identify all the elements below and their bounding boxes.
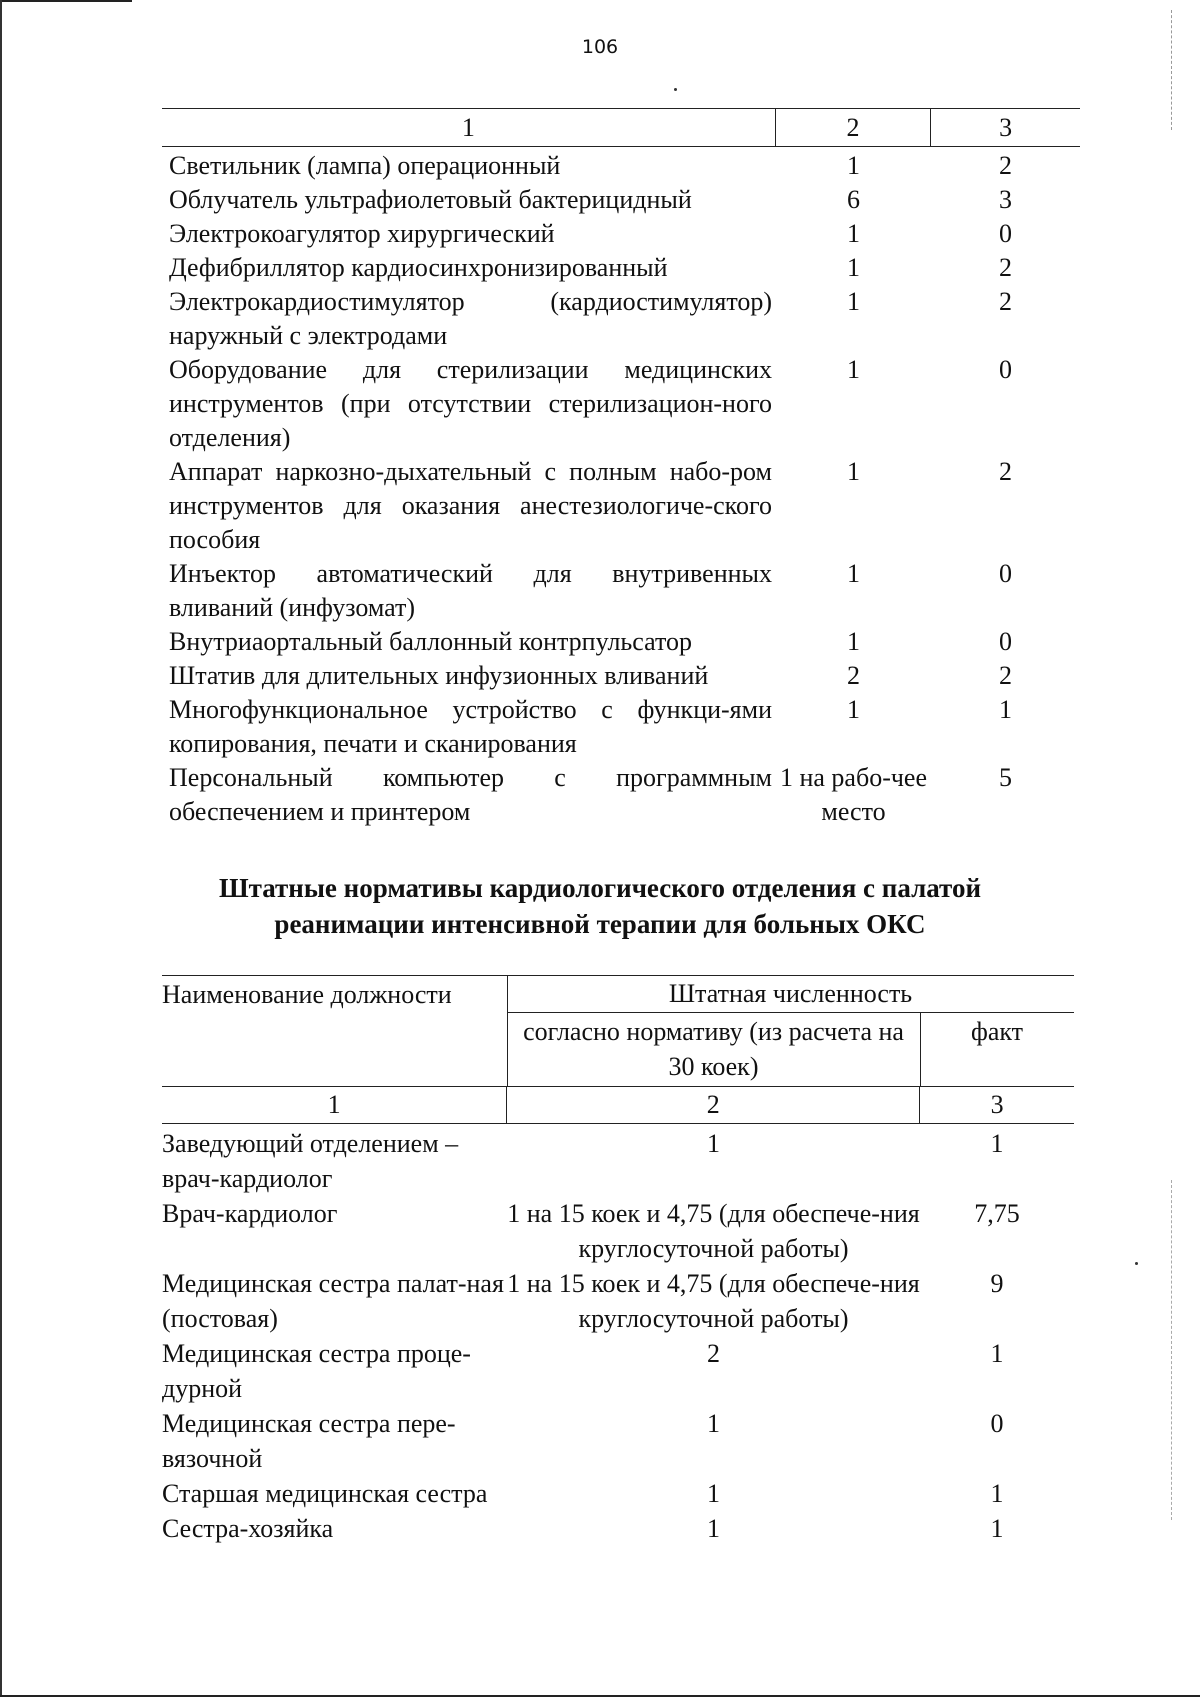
equipment-norm: 1 на рабо-чее место [779, 763, 928, 826]
staff-table-column-numbers [162, 1087, 1074, 1124]
equipment-norm: 1 [847, 219, 860, 248]
equipment-fact: 0 [999, 219, 1012, 248]
staff-table [162, 975, 1074, 1546]
table-row [162, 625, 1080, 659]
position-norm: 1 [707, 1129, 720, 1158]
table-row [162, 149, 1080, 183]
header-position: Наименование должности [162, 980, 452, 1009]
scan-speck [674, 88, 677, 91]
table-row [162, 183, 1080, 217]
position-name: Медицинская сестра пере-вязочной [162, 1409, 456, 1473]
scan-edge [0, 0, 132, 2]
position-norm: 1 [707, 1409, 720, 1438]
position-fact: 1 [990, 1129, 1004, 1158]
equipment-name: Электрокоагулятор хирургический [169, 219, 555, 248]
column-number: 2 [507, 1087, 920, 1123]
column-number: 3 [990, 1090, 1004, 1119]
equipment-name: Облучатель ультрафиолетовый бактерицидный [169, 185, 692, 214]
table-row [162, 1336, 1074, 1406]
table-row [162, 557, 1080, 625]
scan-edge [0, 0, 2, 1697]
table-row [162, 285, 1080, 353]
equipment-fact: 2 [999, 457, 1012, 486]
equipment-name: Светильник (лампа) операционный [169, 151, 561, 180]
column-number: 1 [162, 1087, 507, 1123]
position-norm: 2 [707, 1339, 720, 1368]
table-row [162, 1511, 1074, 1546]
table-row [162, 1196, 1074, 1266]
equipment-name: Аппарат наркозно-дыхательный с полным набо-ром инструментов для оказания анестезиологиче-ского пособия [169, 457, 772, 554]
section-title: Штатные нормативы кардиологического отделения с палатой реанимации интенсивной терапии для больных ОКС [218, 873, 981, 939]
page-number: 106 [581, 36, 619, 58]
table-row [162, 455, 1080, 557]
equipment-table [162, 108, 1080, 829]
position-name: Заведующий отделением – врач-кардиолог [162, 1129, 459, 1193]
equipment-name: Персональный компьютер с программным обеспечением и принтером [169, 763, 772, 826]
position-fact: 1 [990, 1514, 1004, 1543]
table-row [162, 1126, 1074, 1196]
table-row [162, 1266, 1074, 1336]
equipment-table-body [162, 147, 1080, 829]
equipment-name: Внутриаортальный баллонный контрпульсатор [169, 627, 693, 656]
table-row [162, 1406, 1074, 1476]
table-row [162, 217, 1080, 251]
equipment-table-header [162, 108, 1080, 147]
position-fact: 0 [990, 1409, 1004, 1438]
position-fact: 1 [990, 1479, 1004, 1508]
table-row [162, 353, 1080, 455]
column-number: 3 [999, 112, 1013, 142]
position-name: Старшая медицинская сестра [162, 1479, 488, 1508]
position-norm: 1 [707, 1514, 720, 1543]
table-row [162, 251, 1080, 285]
equipment-fact: 3 [999, 185, 1012, 214]
header-staff-count: Штатная численность [668, 979, 913, 1008]
equipment-fact: 0 [999, 559, 1012, 588]
equipment-fact: 2 [999, 661, 1012, 690]
scan-speck [1135, 1262, 1138, 1265]
table-row [162, 1476, 1074, 1511]
position-norm: 1 [707, 1479, 720, 1508]
position-name: Медицинская сестра проце-дурной [162, 1339, 471, 1403]
equipment-norm: 1 [847, 559, 860, 588]
header-fact: факт [970, 1017, 1024, 1046]
staff-table-header [162, 975, 1074, 1087]
equipment-name: Электрокардиостимулятор (кардиостимулятор) наружный с электродами [169, 287, 772, 350]
column-number: 1 [162, 109, 776, 146]
equipment-fact: 0 [999, 355, 1012, 384]
equipment-name: Оборудование для стерилизации медицинских инструментов (при отсутствии стерилизацион-ного отделения) [169, 355, 772, 452]
staff-table-body [162, 1124, 1074, 1546]
equipment-fact: 2 [999, 287, 1012, 316]
table-row [162, 659, 1080, 693]
equipment-norm: 1 [847, 151, 860, 180]
position-name: Врач-кардиолог [162, 1199, 338, 1228]
scan-artifact [1171, 10, 1172, 130]
table-row [162, 693, 1080, 761]
equipment-fact: 2 [999, 151, 1012, 180]
equipment-norm: 2 [847, 661, 860, 690]
equipment-name: Многофункциональное устройство с функци-ями копирования, печати и сканирования [169, 695, 772, 758]
position-name: Сестра-хозяйка [162, 1514, 334, 1543]
equipment-norm: 1 [847, 457, 860, 486]
equipment-fact: 0 [999, 627, 1012, 656]
position-name: Медицинская сестра палат-ная (постовая) [162, 1269, 504, 1333]
equipment-name: Инъектор автоматический для внутривенных вливаний (инфузомат) [169, 559, 772, 622]
equipment-name: Штатив для длительных инфузионных вливаний [169, 661, 709, 690]
position-fact: 7,75 [974, 1199, 1020, 1228]
equipment-norm: 6 [847, 185, 860, 214]
equipment-norm: 1 [847, 355, 860, 384]
position-fact: 1 [990, 1339, 1004, 1368]
equipment-fact: 2 [999, 253, 1012, 282]
equipment-fact: 5 [999, 763, 1012, 792]
position-norm: 1 на 15 коек и 4,75 (для обеспече-ния круглосуточной работы) [507, 1269, 920, 1333]
position-norm: 1 на 15 коек и 4,75 (для обеспече-ния круглосуточной работы) [507, 1199, 920, 1263]
header-norm: согласно нормативу (из расчета на 30 коек) [523, 1017, 904, 1081]
equipment-norm: 1 [847, 287, 860, 316]
equipment-norm: 1 [847, 695, 860, 724]
position-fact: 9 [990, 1269, 1004, 1298]
scan-artifact [1171, 1180, 1172, 1520]
table-row [162, 761, 1080, 829]
equipment-fact: 1 [999, 695, 1012, 724]
equipment-norm: 1 [847, 253, 860, 282]
table-rule [507, 1012, 1074, 1013]
equipment-norm: 1 [847, 627, 860, 656]
column-number: 2 [776, 109, 932, 146]
equipment-name: Дефибриллятор кардиосинхронизированный [169, 253, 668, 282]
